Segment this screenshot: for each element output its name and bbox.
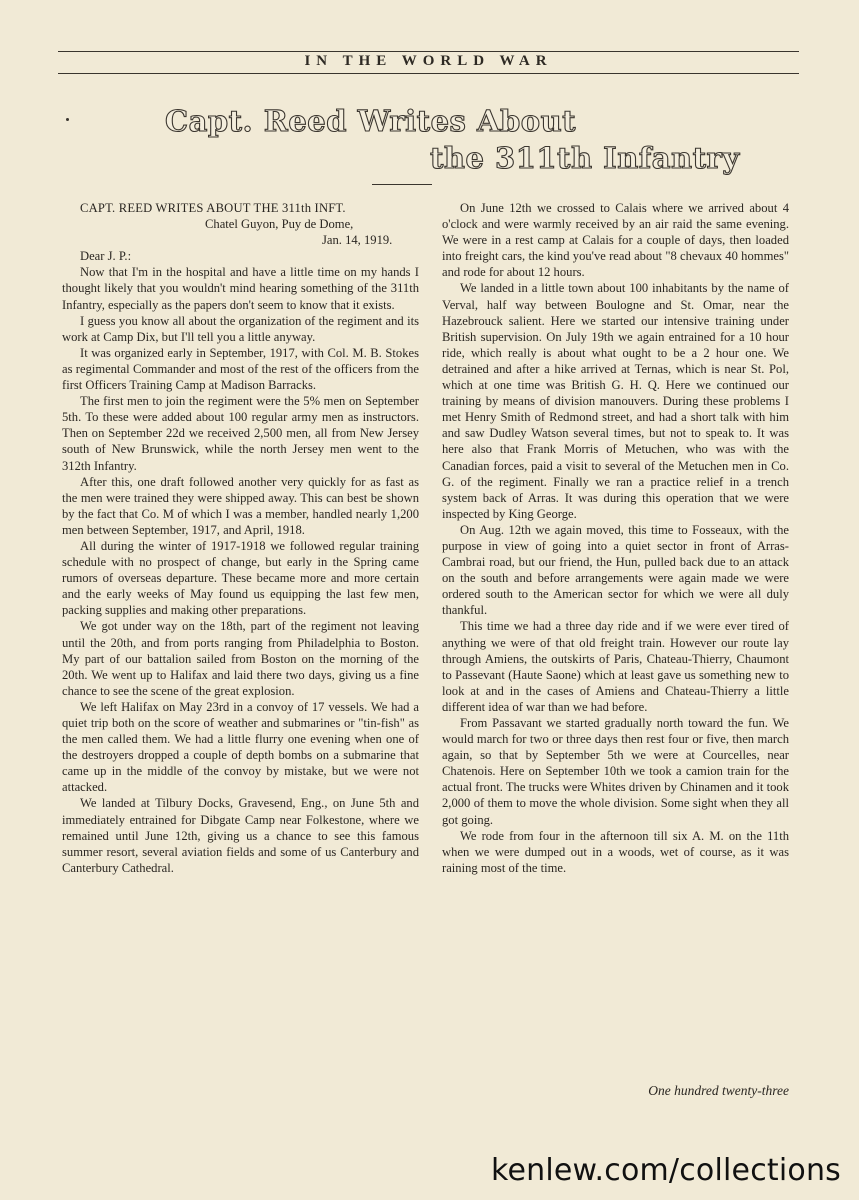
page-number: One hundred twenty-three	[648, 1083, 789, 1098]
paragraph: We left Halifax on May 23rd in a convoy of 17 vessels. We had a quiet trip both on the score of weather and submarines or "tin-fish" as the men called them. We had a little flurry one evening when one of the destroyers dropped a couple of depth bombs on a submarine that came up in the middle of the convoy by mistake, but we were not attacked.	[62, 699, 419, 795]
paragraph: We landed at Tilbury Docks, Gravesend, Eng., on June 5th and immediately entrained for Dibgate Camp near Folkestone, where we remained until June 12th, giving us a chance to see this famous summer resort, several aviation fields and some of us Canterbury and Canterbury Cathedral.	[62, 796, 419, 875]
header-rule-bottom	[58, 73, 799, 74]
dateline-place: Chatel Guyon, Puy de Dome,	[205, 217, 354, 232]
ink-speck	[66, 118, 69, 121]
dateline-date: Jan. 14, 1919.	[322, 233, 393, 248]
dateline-heading: CAPT. REED WRITES ABOUT THE 311th INFT.	[80, 201, 346, 215]
paragraph: Now that I'm in the hospital and have a little time on my hands I thought likely that you wouldn't mind hearing something of the 311th Infantry, especially as the papers don't seem to know that it exists.	[62, 265, 419, 312]
paragraph: This time we had a three day ride and if we were ever tired of anything we were of that old freight train. However our route lay through Amiens, the outskirts of Paris, Chateau-Thierry, Chaumont to Passevant (Haute Saone) which at least gave us something new to look at and in the cases of Amiens and Chateau-Thierry a little different idea of war than we had before.	[442, 619, 789, 714]
paragraph: From Passavant we started gradually north toward the fun. We would march for two or three days then rest four or five, then march again, so that by September 5th we were at Courcelles, near Chatenois. Here on September 10th we took a camion train for the actual front. The trucks were Whites driven by Chinamen and it took 2,000 of them to move the whole division. Some sight when they all got going.	[442, 716, 789, 827]
watermark: kenlew.com/collections	[490, 1153, 841, 1188]
salutation: Dear J. P.:	[80, 249, 132, 264]
paragraph: We rode from four in the afternoon till six A. M. on the 11th when we were dumped out in a woods, wet of course, as it was raining most of the time.	[442, 828, 789, 875]
header-rule-top	[58, 51, 799, 52]
paragraph: We got under way on the 18th, part of the regiment not leaving until the 20th, and from ports ranging from Philadelphia to Boston. My part of our battalion sailed from Boston on the morning of the 20th. We went up to Halifax and laid there two days, giving us a fine chance to see the scene of the great explosion.	[62, 619, 419, 698]
paragraph: We landed in a little town about 100 inhabitants by the name of Verval, half way between Boulogne and St. Omar, near the Hazebrouck salient. Here we started our intensive training under British supervision. On July 19th we again entrained for a 10 hour ride, which really is about what ought to be a 2 hour one. We detrained and after a hike arrived at Ternas, which is near St. Pol, which at one time was British G. H. Q. Here we continued our training by means of division manouvers. During these problems I met Henry Smith of Redmond street, and had a short talk with him and saw Dudley Watson several times, but not to speak to. It was here also that Frank Morris of Metuchen, who was with the Canadian forces, paid a visit to several of the Metuchen men in Co. G. of the regiment. Finally we ran a practice relief in a trench system back of Arras. It was during this operation that we were inspected by King George.	[442, 281, 789, 521]
paragraph: I guess you know all about the organization of the regiment and its work at Camp Dix, but I'll tell you a little anyway.	[62, 313, 419, 344]
left-column	[62, 200, 419, 876]
article-title-line-1: Capt. Reed Writes About	[165, 104, 577, 138]
paragraph: After this, one draft followed another very quickly for as fast as the men were trained they were shipped away. This can best be shown by the fact that Co. M of which I was a member, handled nearly 1,200 men between September, 1917, and April, 1918.	[62, 474, 419, 537]
running-head: IN THE WORLD WAR	[304, 53, 553, 69]
right-column	[442, 200, 789, 876]
article-title-line-2: the 311th Infantry	[430, 141, 740, 175]
paragraph: On June 12th we crossed to Calais where we arrived about 4 o'clock and were warmly received by an air raid the same evening. We were in a rest camp at Calais for a couple of days, then loaded into freight cars, the kind you've read about "8 chevaux 40 hommes" and rode for about 12 hours.	[442, 201, 789, 280]
paragraph: The first men to join the regiment were the 5% men on September 5th. To these were added about 100 regular army men as instructors. Then on September 22d we received 2,500 men, all from New Jersey south of New Brunswick, while the north Jersey men went to the 312th Infantry.	[62, 394, 419, 473]
title-divider	[372, 184, 432, 185]
paragraph: It was organized early in September, 1917, with Col. M. B. Stokes as regimental Commander and most of the rest of the officers from the first Officers Training Camp at Madison Barracks.	[62, 345, 419, 393]
paragraph: All during the winter of 1917-1918 we followed regular training schedule with no prospect of change, but early in the Spring came rumors of overseas departure. These became more and more certain and the early weeks of May found us equipping the last few men, packing supplies and making other preparations.	[62, 538, 419, 618]
paragraph: On Aug. 12th we again moved, this time to Fosseaux, with the purpose in view of going into a quiet sector in front of Arras-Cambrai road, but our friend, the Hun, pulled back due to an attack on the south and before arrangements were again made we were ordered south to the American sector for which we were all duly thankful.	[442, 522, 789, 618]
